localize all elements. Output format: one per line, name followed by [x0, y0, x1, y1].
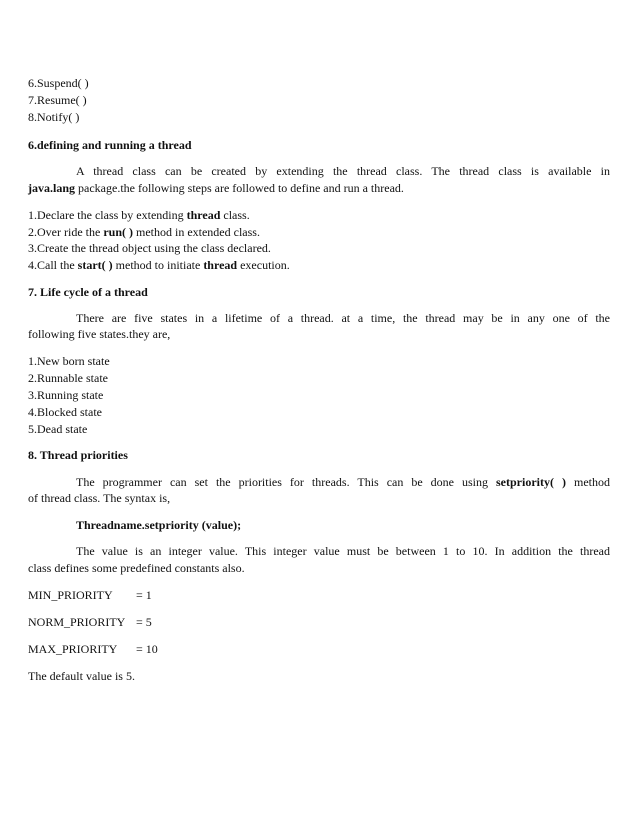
- bold-term: start( ): [77, 258, 113, 272]
- default-note: The default value is 5.: [28, 669, 135, 683]
- paragraph-line: of thread class. The syntax is,: [28, 491, 171, 505]
- bold-term: thread: [203, 258, 238, 272]
- bold-term: thread: [186, 208, 221, 222]
- constant-value: = 1: [136, 588, 152, 602]
- bold-term: setpriority( ): [496, 475, 566, 489]
- state-line: 2.Runnable state: [28, 371, 108, 385]
- constant-line: [28, 641, 610, 657]
- method-line: 6.Suspend( ): [28, 76, 89, 90]
- constant-name: MAX_PRIORITY: [28, 642, 118, 656]
- paragraph-line: following five states.they are,: [28, 327, 171, 341]
- text-run: The programmer can set the priorities for threads. This can be done using: [76, 475, 497, 489]
- text-run: 1.Declare the class by extending: [28, 208, 187, 222]
- state-line: 4.Blocked state: [28, 405, 102, 419]
- constant-value: = 10: [136, 642, 158, 656]
- constant-name: MIN_PRIORITY: [28, 588, 113, 602]
- syntax-line: Threadname.setpriority (value);: [76, 518, 242, 532]
- paragraph-line: class defines some predefined constants also.: [28, 561, 245, 575]
- step-line: [28, 224, 610, 240]
- paragraph-line: There are five states in a lifetime of a thread. at a time, the thread may be in any one of the: [76, 311, 610, 325]
- paragraph-line: A thread class can be created by extending the thread class. The thread class is available in: [76, 164, 610, 178]
- text-run: execution.: [237, 258, 290, 272]
- method-line: 7.Resume( ): [28, 93, 87, 107]
- section-heading: 8. Thread priorities: [28, 448, 128, 462]
- state-line: 3.Running state: [28, 388, 104, 402]
- step-line: [28, 257, 610, 273]
- text-run: method to initiate: [112, 258, 204, 272]
- constant-line: [28, 614, 610, 630]
- state-line: 1.New born state: [28, 354, 110, 368]
- bold-term: run( ): [103, 225, 133, 239]
- text-run: 4.Call the: [28, 258, 78, 272]
- text-run: method: [566, 475, 610, 489]
- bold-term: java.lang: [28, 181, 76, 195]
- text-run: class.: [220, 208, 250, 222]
- text-run: method in extended class.: [132, 225, 260, 239]
- section-heading: 6.defining and running a thread: [28, 138, 192, 152]
- paragraph-line: [28, 180, 610, 196]
- paragraph-line: [76, 474, 610, 490]
- section-heading: 7. Life cycle of a thread: [28, 285, 148, 299]
- state-line: 5.Dead state: [28, 422, 88, 436]
- text-run: package.the following steps are followed to define and run a thread.: [75, 181, 404, 195]
- constant-name: NORM_PRIORITY: [28, 615, 126, 629]
- step-line: [28, 207, 610, 223]
- constant-line: [28, 587, 610, 603]
- constant-value: = 5: [136, 615, 152, 629]
- paragraph-line: The value is an integer value. This integer value must be between 1 to 10. In addition the thread: [76, 544, 610, 558]
- text-run: 2.Over ride the: [28, 225, 104, 239]
- method-line: 8.Notify( ): [28, 110, 80, 124]
- step-line: 3.Create the thread object using the class declared.: [28, 241, 271, 255]
